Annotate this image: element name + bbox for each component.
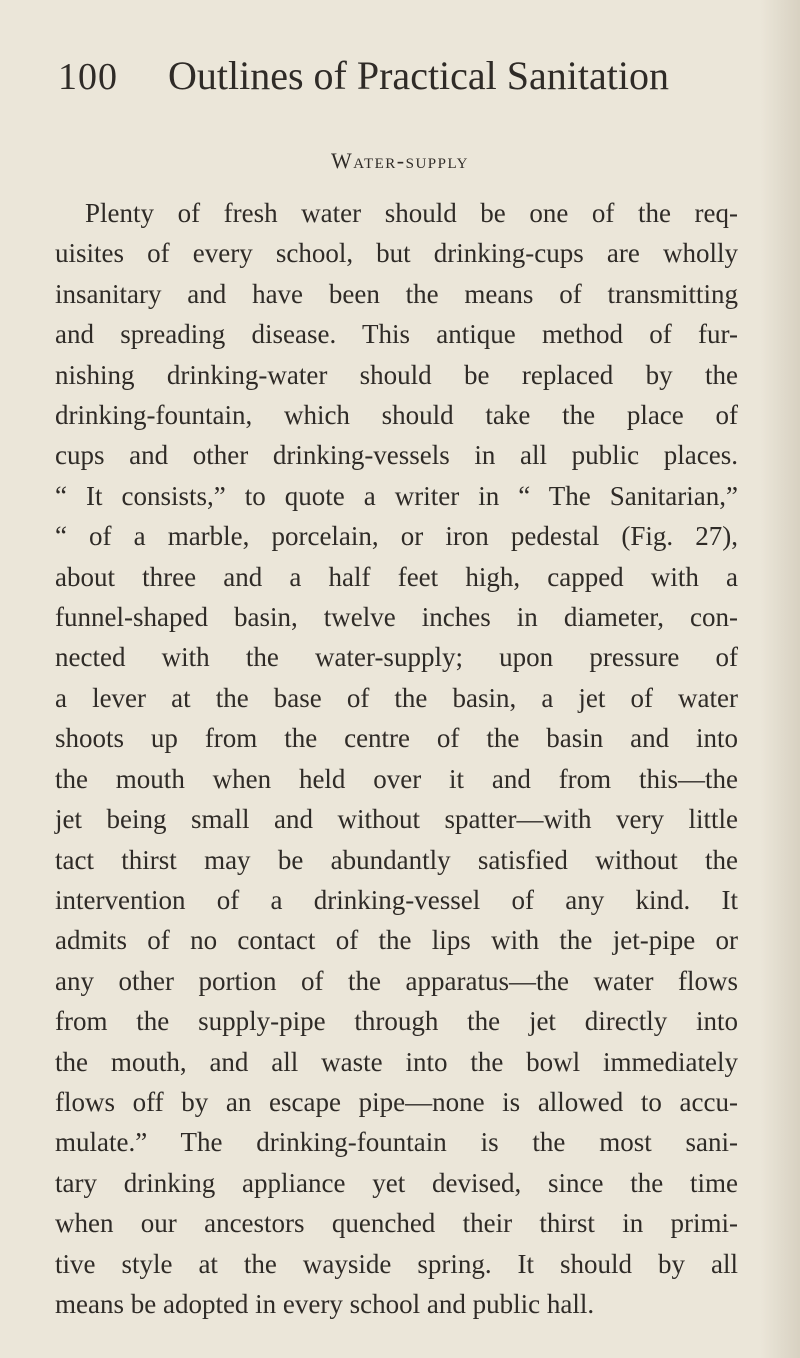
paragraph-line: nected with the water-supply; upon pressure of: [55, 642, 738, 673]
paragraph-line: “ of a marble, porcelain, or iron pedestal (Fig. 27),: [55, 521, 738, 552]
paragraph-line: tary drinking appliance yet devised, since the time: [55, 1167, 738, 1198]
paragraph-line: when our ancestors quenched their thirst in primi-: [55, 1208, 738, 1239]
paragraph-line: any other portion of the apparatus—the water flows: [55, 965, 738, 996]
paragraph-line: tive style at the wayside spring. It should by all: [55, 1248, 738, 1279]
paragraph-line: the mouth, and all waste into the bowl immediately: [55, 1046, 738, 1077]
paragraph-line: uisites of every school, but drinking-cups are wholly: [55, 238, 738, 269]
paragraph-line: a lever at the base of the basin, a jet of water: [55, 682, 738, 713]
paragraph-line: tact thirst may be abundantly satisfied without the: [55, 844, 738, 875]
paragraph-line: Plenty of fresh water should be one of the req-: [85, 198, 738, 228]
paragraph-line: drinking-fountain, which should take the place of: [55, 400, 738, 431]
running-title: Outlines of Practical Sanitation: [168, 53, 669, 98]
paragraph-line: cups and other drinking-vessels in all public places.: [55, 440, 738, 471]
page-header: [58, 52, 748, 99]
paragraph-line: “ It consists,” to quote a writer in “ The Sanitarian,”: [55, 480, 738, 511]
paragraph-line: jet being small and without spatter—with very little: [55, 804, 738, 835]
paragraph-line: mulate.” The drinking-fountain is the most sani-: [55, 1127, 738, 1158]
paragraph-line: means be adopted in every school and public hall.: [55, 1288, 595, 1319]
paragraph-line: from the supply-pipe through the jet directly into: [55, 1006, 738, 1037]
paragraph-line: and spreading disease. This antique method of fur-: [55, 319, 738, 350]
section-heading: Water-supply: [331, 148, 469, 173]
paragraph-line: intervention of a drinking-vessel of any kind. It: [55, 884, 738, 915]
paragraph-line: nishing drinking-water should be replaced by the: [55, 359, 738, 390]
paragraph-line: insanitary and have been the means of transmitting: [55, 278, 738, 309]
paragraph-line: shoots up from the centre of the basin and into: [55, 723, 738, 754]
paragraph-line: flows off by an escape pipe—none is allowed to accu-: [55, 1086, 738, 1117]
paragraph-line: admits of no contact of the lips with the jet-pipe or: [55, 925, 738, 956]
body-paragraph: [55, 193, 738, 1324]
page-number: 100: [58, 56, 118, 98]
paragraph-line: funnel-shaped basin, twelve inches in diameter, con-: [55, 602, 738, 633]
paragraph-line: the mouth when held over it and from this—the: [55, 763, 738, 794]
paragraph-line: about three and a half feet high, capped with a: [55, 561, 738, 592]
